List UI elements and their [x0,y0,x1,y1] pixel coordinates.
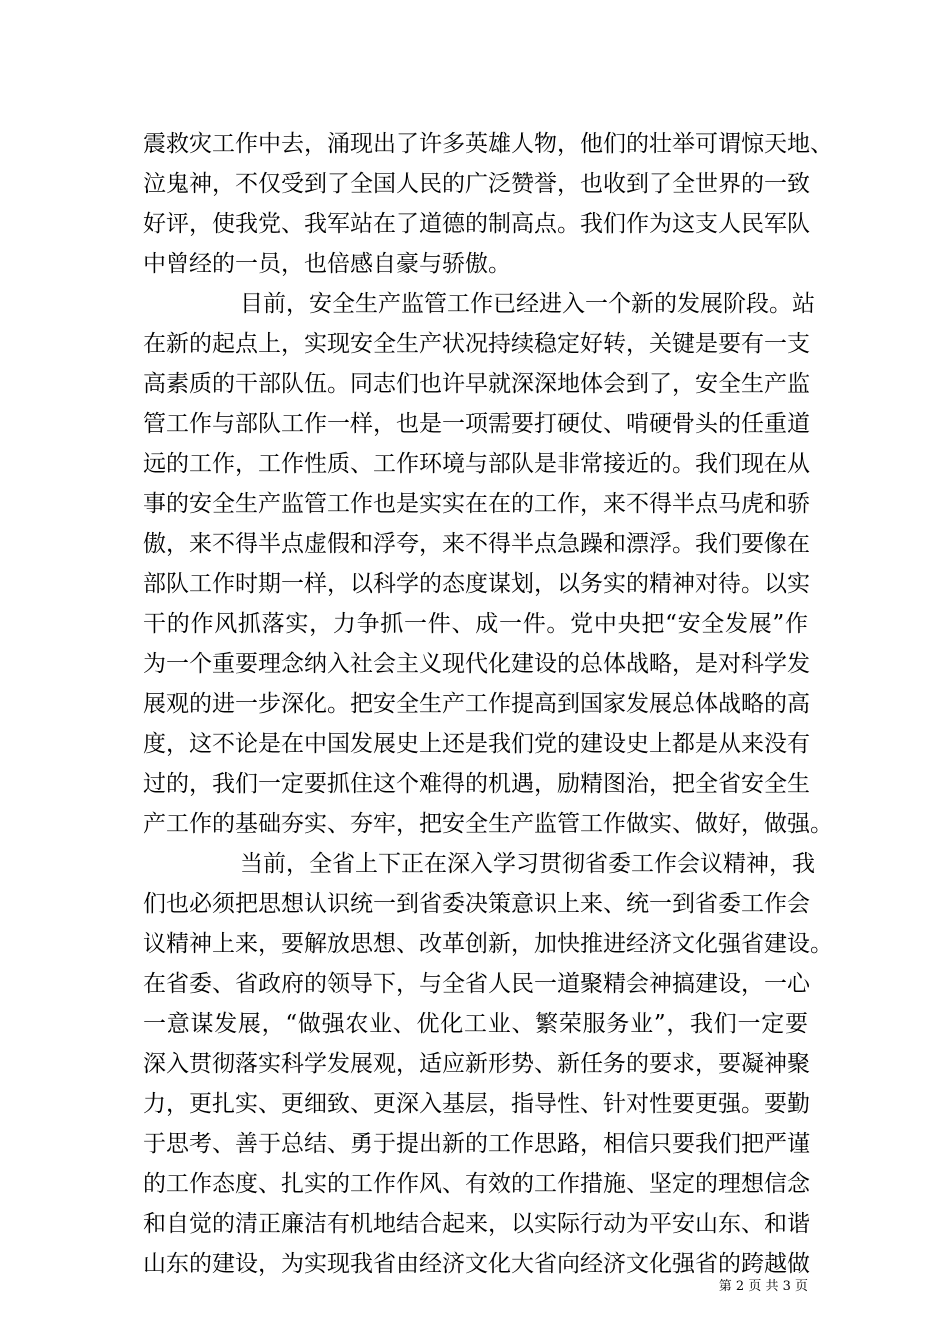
text-line: 们也必须把思想认识统一到省委决策意识上来、统一到省委工作会 [143,891,810,917]
paragraph-first-line: 当前，全省上下正在深入学习贯彻省委工作会议精神，我 [240,851,815,877]
text-line: 度，这不论是在中国发展史上还是我们党的建设史上都是从来没有 [143,731,810,757]
text-line: 山东的建设，为实现我省由经济文化大省向经济文化强省的跨越做 [143,1251,810,1277]
text-line: 和自觉的清正廉洁有机地结合起来，以实际行动为平安山东、和谐 [143,1211,810,1237]
text-line: 傲，来不得半点虚假和浮夸，来不得半点急躁和漂浮。我们要像在 [143,531,810,557]
text-line: 管工作与部队工作一样，也是一项需要打硬仗、啃硬骨头的任重道 [143,411,810,437]
text-line: 干的作风抓落实，力争抓一件、成一件。党中央把“安全发展”作 [143,611,808,637]
text-line: 展观的进一步深化。把安全生产工作提高到国家发展总体战略的高 [143,691,810,717]
text-line: 在新的起点上，实现安全生产状况持续稳定好转，关键是要有一支 [143,331,810,357]
text-line: 产工作的基础夯实、夯牢，把安全生产监管工作做实、做好，做强。 [143,811,833,837]
text-line: 的工作态度、扎实的工作作风、有效的工作措施、坚定的理想信念 [143,1171,810,1197]
text-line: 一意谋发展，“做强农业、优化工业、繁荣服务业”，我们一定要 [143,1011,808,1037]
text-line: 力，更扎实、更细致、更深入基层，指导性、针对性要更强。要勤 [143,1091,810,1117]
text-line: 高素质的干部队伍。同志们也许早就深深地体会到了，安全生产监 [143,371,810,397]
text-line: 事的安全生产监管工作也是实实在在的工作，来不得半点马虎和骄 [143,491,810,517]
text-line: 远的工作，工作性质、工作环境与部队是非常接近的。我们现在从 [143,451,810,477]
text-line: 好评，使我党、我军站在了道德的制高点。我们作为这支人民军队 [143,211,810,237]
text-line: 议精神上来，要解放思想、改革创新，加快推进经济文化强省建设。 [143,931,833,957]
text-line: 过的，我们一定要抓住这个难得的机遇，励精图治，把全省安全生 [143,771,810,797]
text-line: 中曾经的一员，也倍感自豪与骄傲。 [143,251,511,277]
paragraph-first-line: 目前，安全生产监管工作已经进入一个新的发展阶段。站 [240,291,815,317]
text-line: 在省委、省政府的领导下，与全省人民一道聚精会神搞建设，一心 [143,971,810,997]
text-line: 泣鬼神，不仅受到了全国人民的广泛赞誉，也收到了全世界的一致 [143,171,810,197]
text-line: 于思考、善于总结、勇于提出新的工作思路，相信只要我们把严谨 [143,1131,810,1157]
page-number-footer: 第 2 页 共 3 页 [718,1279,808,1294]
text-line: 为一个重要理念纳入社会主义现代化建设的总体战略，是对科学发 [143,651,810,677]
text-line: 震救灾工作中去，涌现出了许多英雄人物，他们的壮举可谓惊天地、 [143,131,833,157]
text-line: 深入贯彻落实科学发展观，适应新形势、新任务的要求，要凝神聚 [143,1051,810,1077]
text-line: 部队工作时期一样，以科学的态度谋划，以务实的精神对待。以实 [143,571,810,597]
